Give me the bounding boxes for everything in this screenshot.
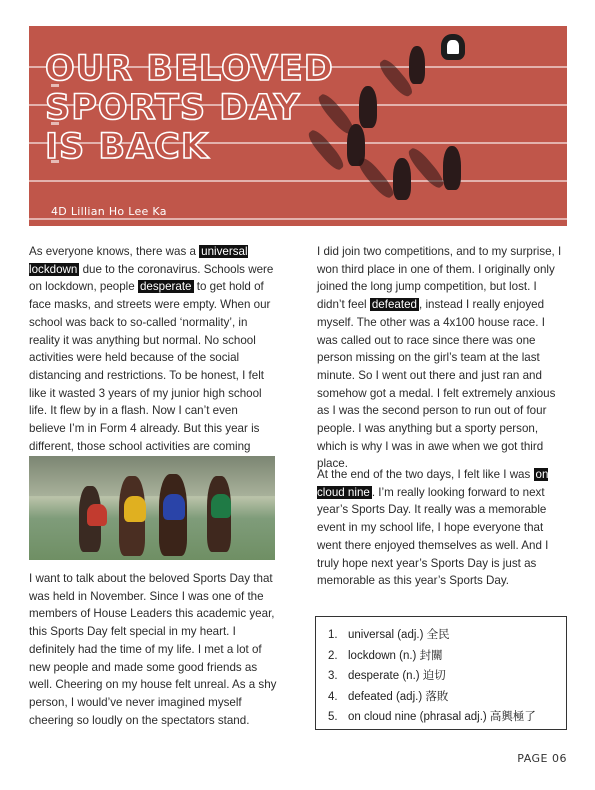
title-line: IS BACK [45,127,209,167]
paragraph-text: At the end of the two days, I felt like I was [317,468,534,481]
paragraph-text: As everyone knows, there was a [29,245,200,258]
runner-silhouette [441,34,465,60]
runner-silhouette [393,158,411,200]
vocab-item [328,707,554,728]
vocab-item [328,625,554,646]
vocab-text: desperate (n.) 迫切 [348,670,446,682]
track-lane-line [29,180,567,182]
vocab-highlight: universal lockdown [29,245,248,276]
vocab-number: 4. [328,690,338,703]
article-paragraph: I want to talk about the beloved Sports Day that was held in November. Since I was one of the members of House Leaders this academic year, this Sports Day felt special in my heart. I definitely had the time of my life. I met a lot of new people and made some good friends as well. Cheering on my house felt unreal. As a shy person, I would’ve never imagined myself cheering so loudly on the spectators stand. [29,572,277,727]
paragraph-text: , instead I really enjoyed myself. The other was a 4x100 house race. I was called out to race since there was one person missing on the girl’s team at the last minute. So I went out there and just ran and somehow got a medal. I felt extremely anxious as I was the second person to run out of four people. I was anything but a sporty person, which is why I was in awe when we got third place. [317,298,556,471]
vocab-item [328,687,554,708]
vocab-number: 3. [328,670,338,682]
paragraph-text: I did join two competitions, and to my surprise, I won third place in one of them. I originally only joined the long jump competition, but lost. I didn’t feel [317,245,562,312]
article-paragraph [317,243,567,473]
athlete-jersey [124,496,146,522]
vocabulary-box [315,616,567,730]
vocab-text: lockdown (n.) 封關 [348,649,443,662]
runner-shadow [405,145,447,191]
article-paragraph [29,243,277,473]
athlete-jersey [163,494,185,520]
runner-silhouette [443,146,461,190]
track-lane-line [29,218,567,220]
vocab-number: 1. [328,629,338,641]
athlete-jersey [211,494,231,518]
vocab-highlight: desperate [139,280,192,294]
vocab-highlight: defeated [371,298,417,312]
vocab-text: on cloud nine (phrasal adj.) 高興極了 [348,711,536,723]
header-banner [29,26,567,226]
vocab-item [328,646,554,667]
title-line: SPORTS DAY [45,88,301,128]
title-line: OUR BELOVED [45,49,334,89]
paragraph-text: due to the coronavirus. Schools were on lockdown, people [29,262,274,294]
runner-shadow [355,155,397,201]
vocab-text: universal (adj.) 全民 [348,629,450,641]
paragraph-text: to get hold of face masks, and streets were empty. When our school was back to so-called ‘normality’, in reality it was anything but normal. No school activities were held because of the social distancing and restrictions. To be honest, I felt like it wasted 3 years of my junior high school life. It flew by in a flash. Now I can’t even believe I’m in Form 4 already. But this year is different, those school activities are coming [29,280,271,453]
paragraph-text: . I’m really looking forward to next year’s Sports Day. It really was a memorable event in my school life, I hope everyone that went there enjoyed themselves as well. And I truly hope next year’s Sports Day is just as memorable as this year’s Sports Day. [317,485,549,588]
author-byline: 4D Lillian Ho Lee Ka [51,205,167,218]
sprinters-photo [29,456,275,560]
vocab-number: 2. [328,649,338,662]
article-title [45,50,334,167]
vocab-highlight: on cloud nine [317,468,549,499]
vocab-item [328,666,554,687]
athlete-jersey [87,504,107,526]
vocabulary-list [328,625,554,728]
runner-silhouette [359,86,377,128]
runner-silhouette [409,46,425,84]
page-number: PAGE 06 [517,752,567,765]
photo-background [29,456,275,496]
article-paragraph [317,466,567,590]
vocab-number: 5. [328,711,338,723]
vocab-text: defeated (adj.) 落敗 [348,690,449,703]
